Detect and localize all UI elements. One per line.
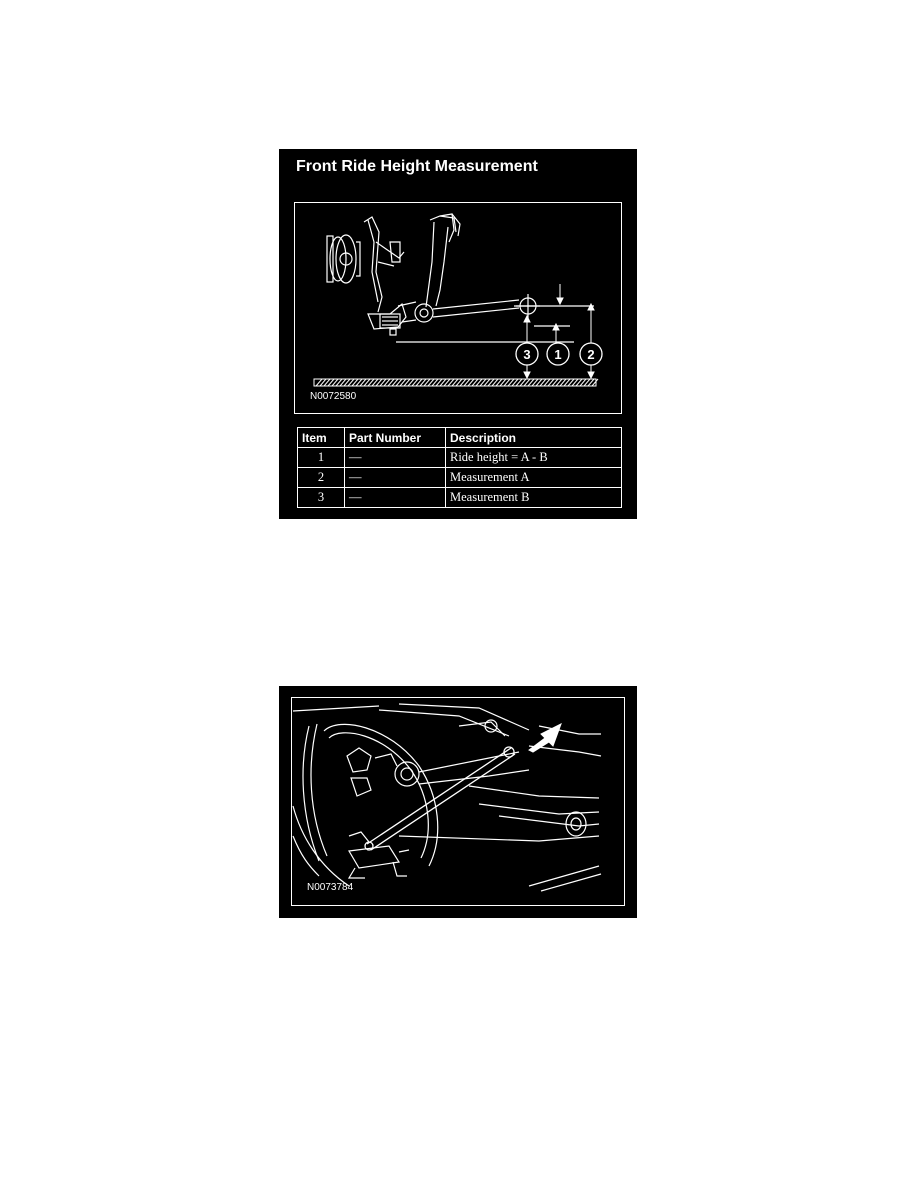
callout-1 <box>547 343 569 365</box>
table-header-row <box>298 428 622 448</box>
header-item: Item <box>298 428 345 448</box>
callout-3 <box>516 343 538 365</box>
floor-hatch <box>314 379 598 386</box>
table-row <box>298 488 622 508</box>
parts-table <box>297 427 622 508</box>
row-part-number: — <box>345 488 446 508</box>
strut-drawing <box>426 214 460 307</box>
row-part-number: — <box>345 448 446 468</box>
figure-title: Front Ride Height Measurement <box>296 158 538 175</box>
callout-2-label: 2 <box>587 347 595 362</box>
tire-drawing <box>293 724 438 886</box>
row-part-number: — <box>345 468 446 488</box>
row-description: Measurement B <box>446 488 622 508</box>
header-part-number: Part Number <box>345 428 446 448</box>
callout-1-label: 1 <box>554 347 562 362</box>
ride-height-sensor-figure <box>279 686 637 918</box>
row-description: Measurement A <box>446 468 622 488</box>
knuckle-drawing <box>368 304 406 335</box>
table-row <box>298 448 622 468</box>
callout-3-label: 3 <box>523 347 531 362</box>
wheel-hub-drawing <box>327 217 404 312</box>
link-rod-drawing <box>365 747 515 850</box>
diagram-code: N0073784 <box>307 882 354 893</box>
row-item: 2 <box>298 468 345 488</box>
diagram-code: N0072580 <box>310 391 357 402</box>
bracket-drawing <box>349 832 409 878</box>
row-item: 1 <box>298 448 345 468</box>
callout-2 <box>580 343 602 365</box>
front-ride-height-figure <box>279 149 637 519</box>
table-row <box>298 468 622 488</box>
row-description: Ride height = A - B <box>446 448 622 468</box>
row-item: 3 <box>298 488 345 508</box>
ride-height-diagram <box>294 202 622 414</box>
header-description: Description <box>446 428 622 448</box>
